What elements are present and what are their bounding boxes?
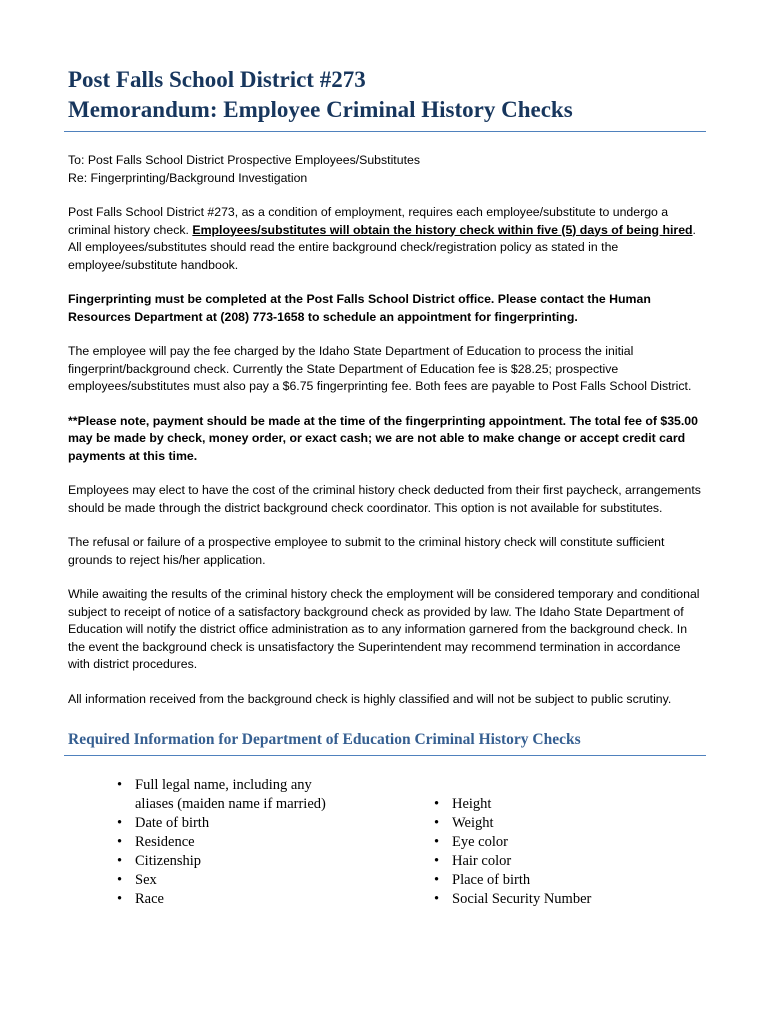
paragraph-fingerprinting: Fingerprinting must be completed at the Post Falls School District office. Please contact the Human Resources Department at (208) 773-1658 to schedule an appointment for fingerprinting. (68, 292, 651, 324)
paragraph-refusal: The refusal or failure of a prospective employee to submit to the criminal history check will constitute sufficient grounds to reject his/her application. (68, 535, 665, 567)
title-divider (64, 131, 706, 132)
required-list-left (108, 776, 338, 909)
list-item: • Social Security Number (425, 890, 685, 909)
list-item: • Date of birth (108, 814, 338, 833)
required-info-heading: Required Information for Department of Education Criminal History Checks (68, 731, 581, 748)
paragraph-condition (68, 204, 702, 274)
title-line-2: Memorandum: Employee Criminal History Checks (68, 97, 573, 122)
list-item: • Weight (425, 814, 685, 833)
list-item: • Citizenship (108, 852, 338, 871)
memo-re: Re: Fingerprinting/Background Investigation (68, 170, 308, 185)
required-list-right (425, 795, 685, 909)
list-item: • Eye color (425, 833, 685, 852)
title-line-1: Post Falls School District #273 (68, 67, 366, 92)
memo-to: To: Post Falls School District Prospective Employees/Substitutes (68, 153, 420, 167)
paragraph-awaiting-results: While awaiting the results of the criminal history check the employment will be considered temporary and conditional subject to receipt of notice of a satisfactory background check as provided by law. The Idaho State Department of Education will notify the district office administration as to any information garnered from the background check. In the event the background check is unsatisfactory the Superintendent may recommend termination in accordance with district procedures. (68, 587, 700, 671)
paragraph-payment-note: **Please note, payment should be made at the time of the fingerprinting appointment. The total fee of $35.00 may be made by check, money order, or exact cash; we are not able to make change or accept credit card payments at this time. (68, 413, 698, 463)
list-item: • Hair color (425, 852, 685, 871)
list-item: • Height (425, 795, 685, 814)
paragraph-paycheck: Employees may elect to have the cost of the criminal history check deducted from their first paycheck, arrangements should be made through the district background check coordinator. This option is not available for substitutes. (68, 483, 701, 515)
required-info-divider (64, 755, 706, 756)
paragraph-condition-end: . All employees/substitutes should read the entire background check/registration policy as stated in the employee/substitute handbook. (68, 222, 696, 272)
page-title (68, 0, 702, 125)
list-item: • Place of birth (425, 871, 685, 890)
paragraph-classified: All information received from the background check is highly classified and will not be subject to public scrutiny. (68, 691, 672, 706)
list-item: • Residence (108, 833, 338, 852)
list-item: • Full legal name, including any aliases (maiden name if married) (108, 776, 338, 814)
list-item: • Race (108, 890, 338, 909)
paragraph-condition-emphasis: Employees/substitutes will obtain the history check within five (5) days of being hired (192, 222, 693, 237)
required-info-lists (68, 776, 702, 916)
paragraph-condition-start: Post Falls School District #273, as a condition of employment, requires each employee/substitute to undergo a criminal history check. (68, 205, 669, 237)
list-item: • Sex (108, 871, 338, 890)
paragraph-fees: The employee will pay the fee charged by the Idaho State Department of Education to process the initial fingerprint/background check. Currently the State Department of Education fee is $28.25; prospective employees/substitutes must also pay a $6.75 fingerprinting fee. Both fees are payable to Post Falls School District. (68, 344, 692, 393)
